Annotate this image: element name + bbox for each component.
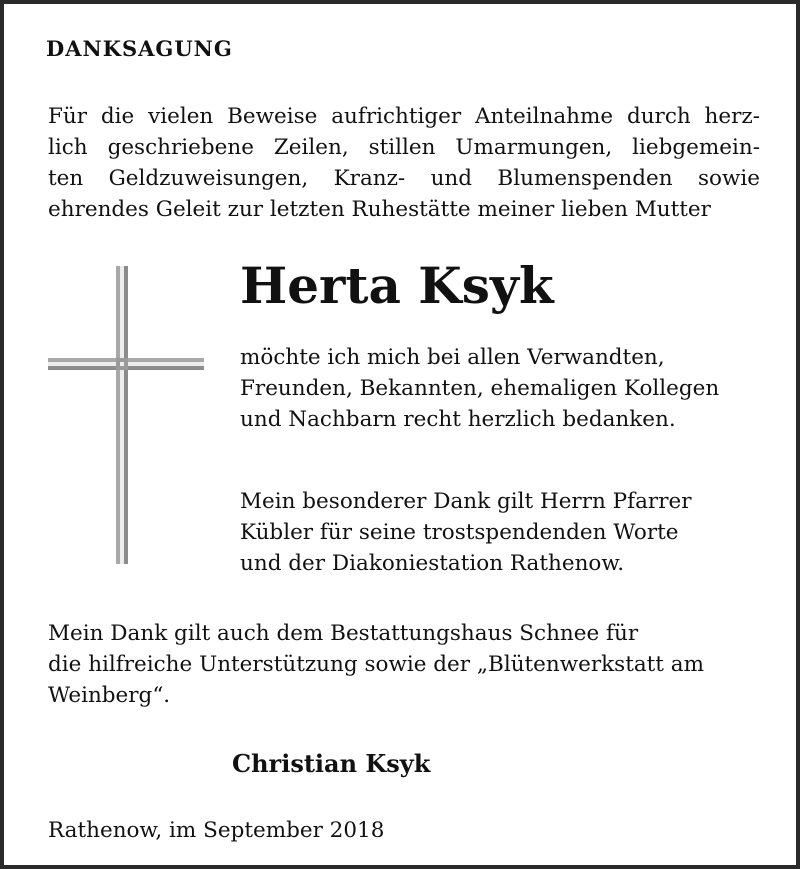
deceased-name: Herta Ksyk xyxy=(240,256,554,315)
closing-line: Mein Dank gilt auch dem Bestattungshaus Schnee für xyxy=(48,621,639,646)
special-thanks-line: Mein besonderer Dank gilt Herrn Pfarrer xyxy=(240,489,692,514)
intro-line: Für die vielen Beweise aufrichtiger Anteilnahme durch herz- xyxy=(48,104,760,129)
special-thanks-line: Kübler für seine trostspendenden Worte xyxy=(240,520,679,545)
closing-paragraph xyxy=(48,618,768,711)
thanks-line: Freunden, Bekannten, ehemaligen Kollegen xyxy=(240,376,720,401)
special-thanks-line: und der Diakoniestation Rathenow. xyxy=(240,551,625,576)
intro-line: ehrendes Geleit zur letzten Ruhestätte meiner lieben Mutter xyxy=(48,197,711,222)
thanks-line: und Nachbarn recht herzlich bedanken. xyxy=(240,407,676,432)
closing-line: Weinberg“. xyxy=(48,683,171,708)
intro-line: ten Geldzuweisungen, Kranz- und Blumenspenden sowie xyxy=(48,166,760,191)
thanks-paragraph xyxy=(240,342,760,435)
closing-line: die hilfreiche Unterstützung sowie der „Blütenwerkstatt am xyxy=(48,652,704,677)
notice-heading: DANKSAGUNG xyxy=(46,36,233,61)
intro-paragraph xyxy=(48,101,760,225)
signature: Christian Ksyk xyxy=(232,749,431,778)
place-date: Rathenow, im September 2018 xyxy=(48,818,385,843)
special-thanks-paragraph xyxy=(240,486,760,579)
thanks-line: möchte ich mich bei allen Verwandten, xyxy=(240,345,665,370)
intro-line: lich geschriebene Zeilen, stillen Umarmungen, liebgemein- xyxy=(48,135,760,160)
cross-icon xyxy=(48,266,204,564)
